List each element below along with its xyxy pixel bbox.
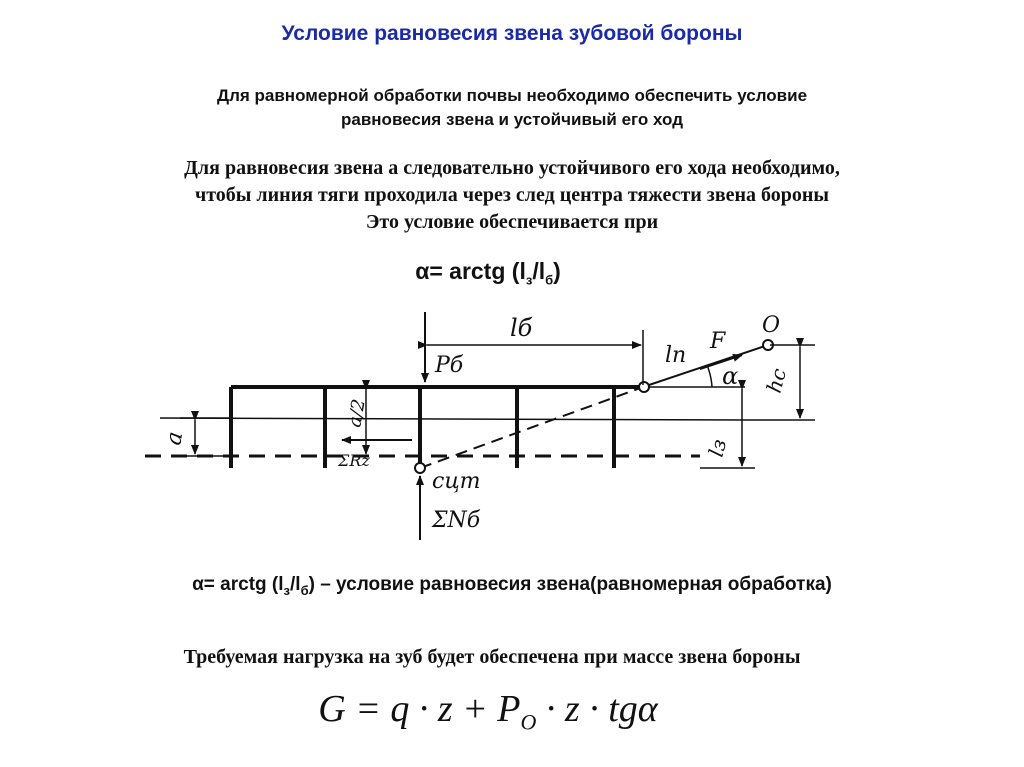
label-lz: lз [703, 436, 732, 460]
label-a: a [161, 429, 189, 448]
label-sum-n: ΣNб [432, 508, 481, 533]
label-ln: ln [665, 343, 687, 368]
traction-line-dashed [420, 387, 643, 468]
label-lb: lб [510, 314, 533, 342]
label-a-half: a/2 [344, 397, 370, 429]
page-title: Условие равновесия звена зубовой бороны [281, 22, 743, 45]
label-hc: hc [761, 365, 792, 396]
text-line-1: Для равновесия звена а следовательно устойчивого его хода необходимо, [184, 157, 840, 179]
alpha-arc [707, 365, 712, 387]
label-pb: Pб [435, 353, 464, 378]
mass-formula: $G = q \cdot z + P_O \cdot z \cdot tg\alpha$ [318, 688, 658, 735]
label-alpha: α [722, 362, 739, 390]
label-F: F [710, 329, 726, 354]
equilibrium-condition: α= arctg $(l_з/l_б)$ – условие равновесия звена(равномерная обработка) [192, 574, 832, 598]
reference-line [160, 418, 745, 420]
label-O: O [762, 313, 781, 338]
load-requirement-text: Требуемая нагрузка на зуб будет обеспечена при массе звена бороны [183, 646, 801, 668]
subtitle-line-1: Для равномерной обработки почвы необходимо обеспечить условие [216, 86, 808, 105]
text-line-3: Это условие обеспечивается при [365, 211, 659, 233]
alpha-formula: α= arctg $(l_з/l_б)$ [415, 258, 561, 288]
subtitle-line-2: равновесия звена и устойчивый его ход [341, 110, 683, 129]
text-line-2: чтобы линия тяги проходила через след центра тяжести звена бороны [194, 184, 830, 206]
attach-point [639, 382, 649, 392]
center-of-gravity-point [415, 463, 425, 473]
label-sum-r: ΣRz [338, 451, 370, 470]
label-sct: сцт [432, 469, 481, 494]
traction-line [643, 345, 768, 387]
